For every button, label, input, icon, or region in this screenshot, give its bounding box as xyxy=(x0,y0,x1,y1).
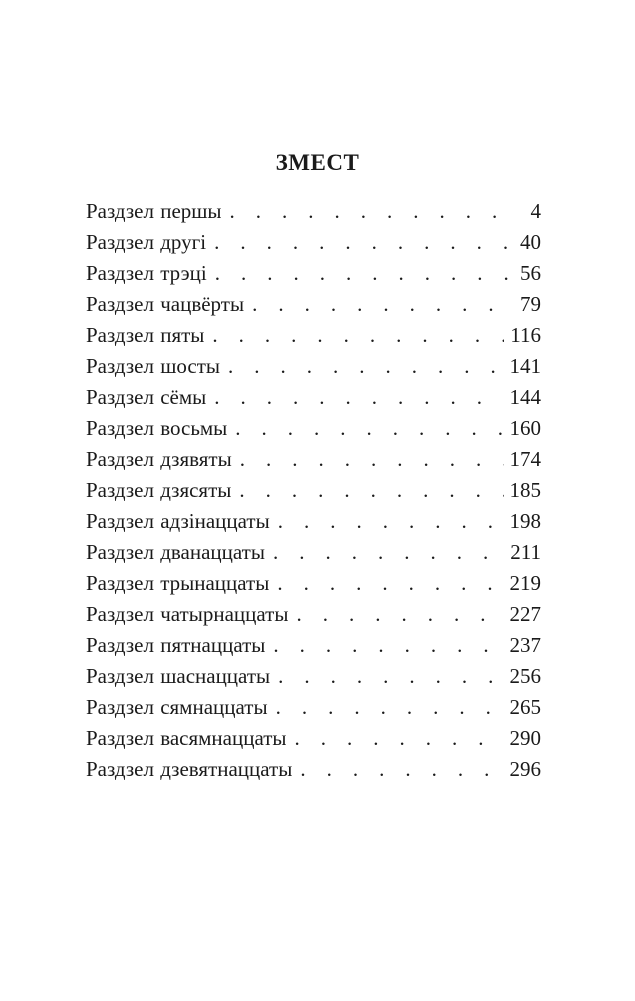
toc-entry[interactable] xyxy=(86,692,541,723)
toc-entry-page: 116 xyxy=(510,323,541,347)
toc-entry[interactable] xyxy=(86,568,541,599)
toc-entry[interactable] xyxy=(86,661,541,692)
toc-entry-label: Раздзел першы xyxy=(86,199,222,223)
toc-leader-dots xyxy=(214,227,514,258)
toc-entry-page: 141 xyxy=(509,354,541,378)
toc-entry-label: Раздзел дзясяты xyxy=(86,478,232,502)
toc-entry-page: 296 xyxy=(509,757,541,781)
toc-leader-dots xyxy=(276,692,504,723)
toc-entry[interactable] xyxy=(86,258,541,289)
toc-entry-label: Раздзел чатырнаццаты xyxy=(86,602,289,626)
toc-entry-page: 56 xyxy=(520,261,541,285)
toc-entry[interactable] xyxy=(86,723,541,754)
toc-entry[interactable] xyxy=(86,506,541,537)
toc-entry-page: 40 xyxy=(520,230,541,254)
toc-entry-page: 227 xyxy=(509,602,541,626)
toc-entry-label: Раздзел дванаццаты xyxy=(86,540,265,564)
toc-entry-label: Раздзел чацвёрты xyxy=(86,292,245,316)
toc-entry-label: Раздзел восьмы xyxy=(86,416,228,440)
toc-entry-label: Раздзел сямнаццаты xyxy=(86,695,268,719)
toc-leader-dots xyxy=(273,630,503,661)
toc-leader-dots xyxy=(230,196,515,227)
toc-entry[interactable] xyxy=(86,599,541,630)
toc-entry[interactable] xyxy=(86,754,541,785)
toc-leader-dots xyxy=(235,413,503,444)
toc-leader-dots xyxy=(277,568,503,599)
toc-entry-label: Раздзел адзінаццаты xyxy=(86,509,270,533)
toc-entry-page: 79 xyxy=(520,292,541,316)
toc-entry-page: 211 xyxy=(510,540,541,564)
toc-entry-page: 265 xyxy=(509,695,541,719)
toc-entry-page: 185 xyxy=(509,478,541,502)
toc-entry-page: 198 xyxy=(509,509,541,533)
toc-entry-page: 4 xyxy=(530,199,541,223)
table-of-contents xyxy=(86,196,541,785)
toc-entry-label: Раздзел сёмы xyxy=(86,385,207,409)
toc-leader-dots xyxy=(240,444,504,475)
toc-leader-dots xyxy=(295,723,504,754)
toc-entry-page: 174 xyxy=(509,447,541,471)
toc-entry-page: 160 xyxy=(509,416,541,440)
toc-entry[interactable] xyxy=(86,351,541,382)
page-title: ЗМЕСТ xyxy=(275,150,360,175)
toc-leader-dots xyxy=(273,537,504,568)
toc-entry-page: 256 xyxy=(509,664,541,688)
toc-entry[interactable] xyxy=(86,444,541,475)
toc-leader-dots xyxy=(228,351,503,382)
toc-leader-dots xyxy=(278,661,503,692)
toc-entry-label: Раздзел шосты xyxy=(86,354,221,378)
toc-entry-label: Раздзел дзевятнаццаты xyxy=(86,757,293,781)
toc-entry[interactable] xyxy=(86,413,541,444)
toc-leader-dots xyxy=(212,320,504,351)
toc-leader-dots xyxy=(252,289,514,320)
toc-entry-label: Раздзел шаснаццаты xyxy=(86,664,271,688)
toc-leader-dots xyxy=(239,475,503,506)
toc-entry-label: Раздзел трэці xyxy=(86,261,207,285)
toc-entry-page: 144 xyxy=(509,385,541,409)
toc-entry-label: Раздзел пятнаццаты xyxy=(86,633,266,657)
toc-entry[interactable] xyxy=(86,382,541,413)
toc-leader-dots xyxy=(300,754,503,785)
toc-entry-label: Раздзел васямнаццаты xyxy=(86,726,287,750)
toc-entry[interactable] xyxy=(86,196,541,227)
toc-entry-label: Раздзел трынаццаты xyxy=(86,571,270,595)
toc-entry-page: 237 xyxy=(509,633,541,657)
toc-entry[interactable] xyxy=(86,630,541,661)
toc-leader-dots xyxy=(296,599,503,630)
toc-entry-label: Раздзел дзявяты xyxy=(86,447,232,471)
toc-entry[interactable] xyxy=(86,227,541,258)
toc-entry-page: 219 xyxy=(509,571,541,595)
toc-entry-page: 290 xyxy=(509,726,541,750)
toc-entry[interactable] xyxy=(86,475,541,506)
toc-entry-label: Раздзел другі xyxy=(86,230,207,254)
toc-entry[interactable] xyxy=(86,320,541,351)
toc-leader-dots xyxy=(215,258,514,289)
toc-leader-dots xyxy=(214,382,503,413)
toc-entry[interactable] xyxy=(86,537,541,568)
toc-entry-label: Раздзел пяты xyxy=(86,323,205,347)
toc-leader-dots xyxy=(278,506,504,537)
toc-entry[interactable] xyxy=(86,289,541,320)
